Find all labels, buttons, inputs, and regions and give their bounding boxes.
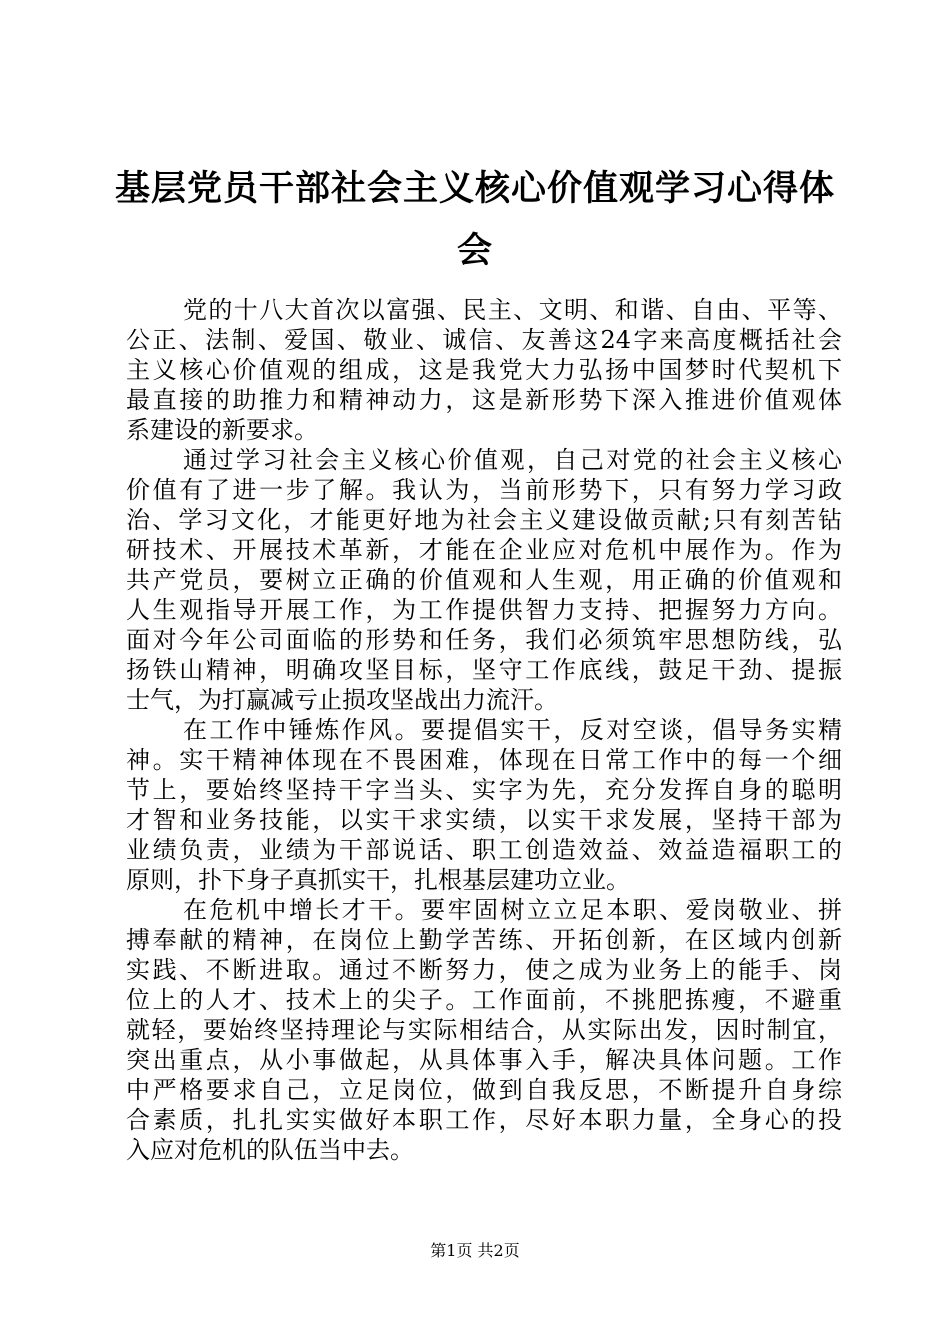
paragraph (126, 715, 842, 895)
paragraph-line: 在工作中锤炼作风。要提倡实干，反对空谈，倡导务实精 (183, 716, 842, 744)
paragraph-line: 研技术、开展技术革新，才能在企业应对危机中展作为。作为 (126, 536, 842, 564)
document-title (110, 158, 840, 282)
paragraph-line: 搏奉献的精神，在岗位上勤学苦练、开拓创新，在区域内创新 (126, 926, 842, 954)
paragraph-line: 才智和业务技能，以实干求实绩，以实干求发展，坚持干部为 (126, 806, 842, 834)
paragraph-line: 治、学习文化，才能更好地为社会主义建设做贡献;只有刻苦钻 (126, 506, 842, 534)
paragraph-line: 入应对危机的队伍当中去。 (126, 1136, 414, 1164)
paragraph-line: 就轻，要始终坚持理论与实际相结合，从实际出发，因时制宜， (126, 1016, 842, 1044)
paragraph-line: 党的十八大首次以富强、民主、文明、和谐、自由、平等、 (183, 296, 842, 324)
paragraph (126, 295, 842, 445)
paragraph-line: 实践、不断进取。通过不断努力，使之成为业务上的能手、岗 (126, 956, 842, 984)
paragraph-line: 业绩负责，业绩为干部说话、职工创造效益、效益造福职工的 (126, 836, 842, 864)
paragraph-line: 主义核心价值观的组成，这是我党大力弘扬中国梦时代契机下 (126, 356, 842, 384)
paragraph-line: 公正、法制、爱国、敬业、诚信、友善这24字来高度概括社会 (126, 326, 842, 354)
paragraph-line: 人生观指导开展工作，为工作提供智力支持、把握努力方向。 (126, 596, 842, 624)
paragraph (126, 895, 842, 1165)
paragraph-line: 通过学习社会主义核心价值观，自己对党的社会主义核心 (183, 446, 842, 474)
paragraph-line: 共产党员，要树立正确的价值观和人生观，用正确的价值观和 (126, 566, 842, 594)
title-line: 会 (456, 231, 493, 271)
paragraph-line: 神。实干精神体现在不畏困难，体现在日常工作中的每一个细 (126, 746, 842, 774)
paragraph-line: 系建设的新要求。 (126, 416, 318, 444)
paragraph-line: 在危机中增长才干。要牢固树立立足本职、爱岗敬业、拼 (183, 896, 842, 924)
paragraph (126, 445, 842, 715)
paragraph-line: 原则，扑下身子真抓实干，扎根基层建功立业。 (126, 866, 630, 894)
paragraph-line: 突出重点，从小事做起，从具体事入手，解决具体问题。工作 (126, 1046, 842, 1074)
paragraph-line: 最直接的助推力和精神动力，这是新形势下深入推进价值观体 (126, 386, 842, 414)
paragraph-line: 合素质，扎扎实实做好本职工作，尽好本职力量，全身心的投 (126, 1106, 842, 1134)
paragraph-line: 士气，为打赢减亏止损攻坚战出力流汗。 (126, 686, 558, 714)
paragraph-line: 价值有了进一步了解。我认为，当前形势下，只有努力学习政 (126, 476, 842, 504)
paragraph-line: 面对今年公司面临的形势和任务，我们必须筑牢思想防线，弘 (126, 626, 842, 654)
title-line: 基层党员干部社会主义核心价值观学习心得体 (114, 169, 835, 209)
paragraph-line: 中严格要求自己，立足岗位，做到自我反思，不断提升自身综 (126, 1076, 842, 1104)
page-footer: 第1页 共2页 (430, 1241, 520, 1260)
paragraph-line: 位上的人才、技术上的尖子。工作面前，不挑肥拣瘦，不避重 (126, 986, 842, 1014)
paragraph-line: 节上，要始终坚持干字当头、实字为先，充分发挥自身的聪明 (126, 776, 842, 804)
document-body (126, 295, 842, 1165)
paragraph-line: 扬铁山精神，明确攻坚目标，坚守工作底线，鼓足干劲、提振 (126, 656, 842, 684)
